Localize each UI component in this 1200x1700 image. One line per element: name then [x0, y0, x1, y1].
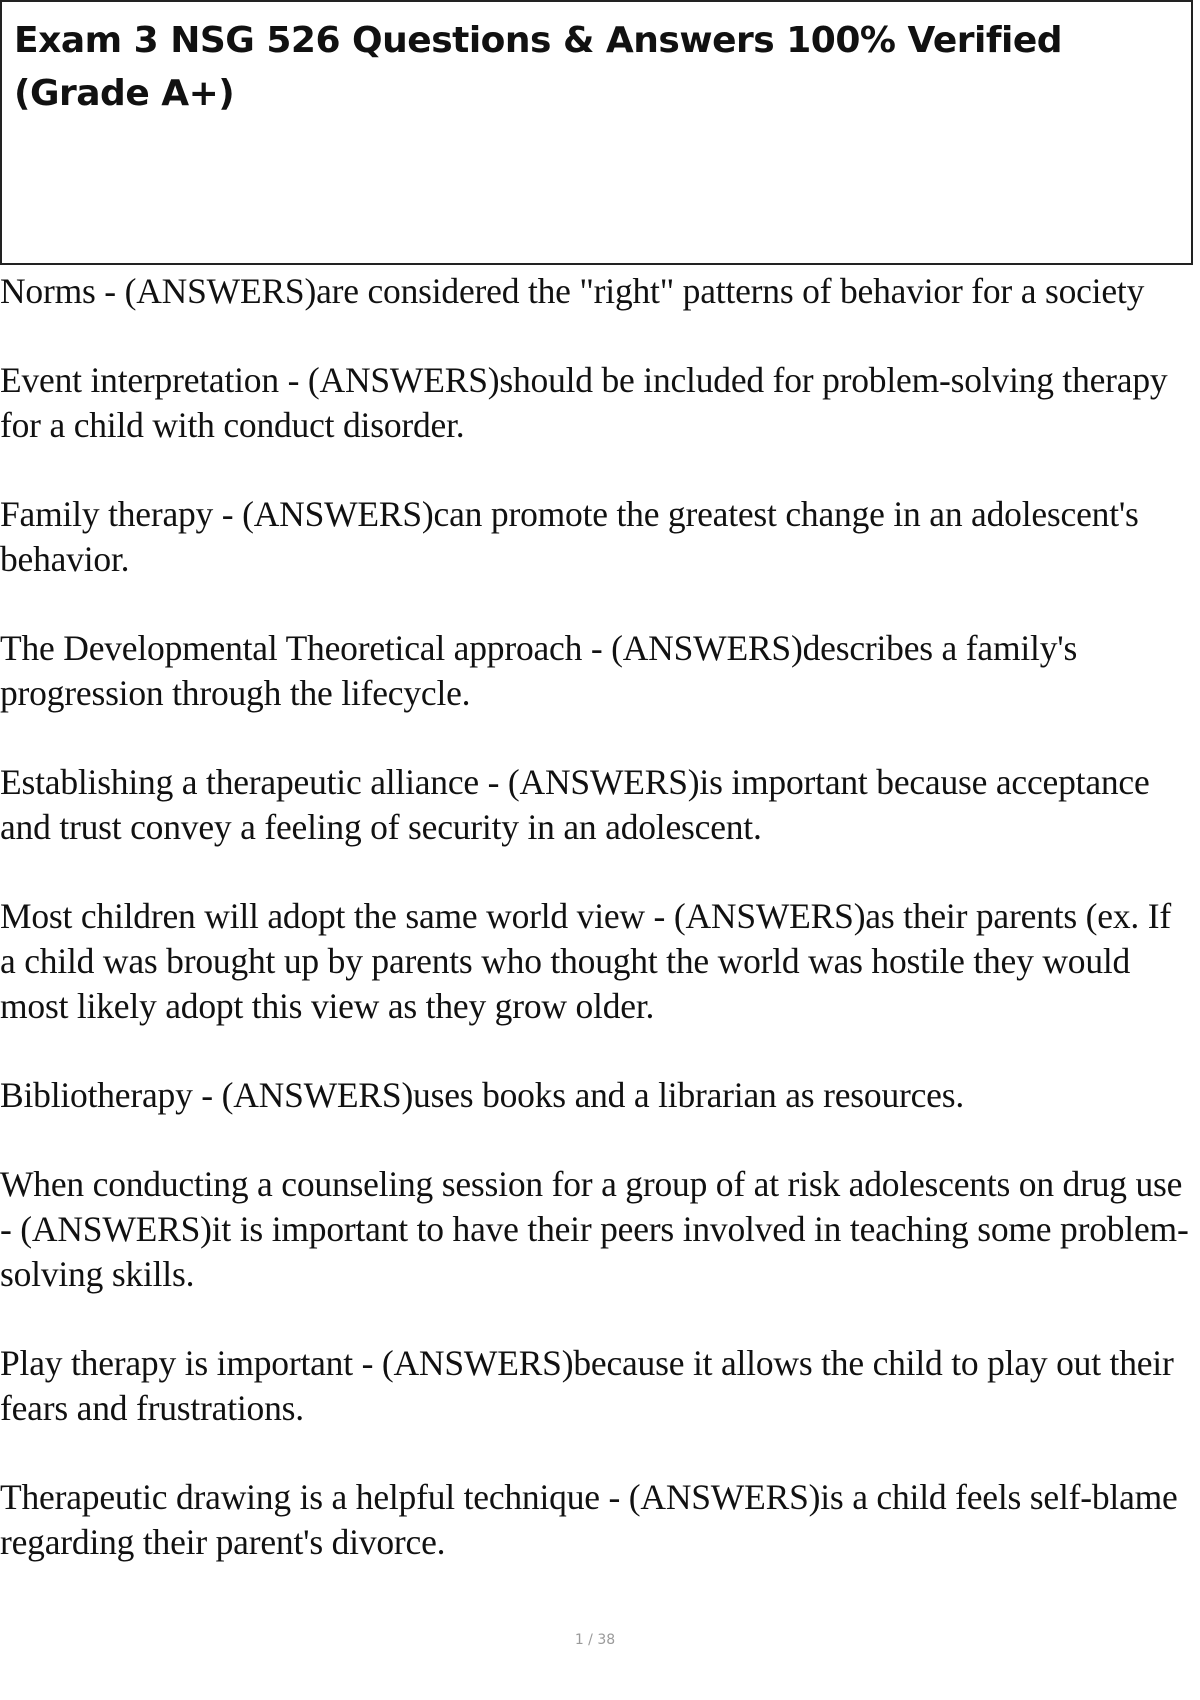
qa-list — [0, 269, 1195, 1609]
qa-item: The Developmental Theoretical approach - (ANSWERS)describes a family's progression through the lifecycle. — [0, 628, 1078, 713]
qa-item: Norms - (ANSWERS)are considered the "right" patterns of behavior for a society — [0, 271, 1145, 311]
qa-item: Most children will adopt the same world view - (ANSWERS)as their parents (ex. If a child was brought up by parents who thought the world was hostile they would most likely adopt this view as they grow older. — [0, 896, 1171, 1026]
qa-item: When conducting a counseling session for a group of at risk adolescents on drug use - (ANSWERS)it is important to have their peers involved in teaching some problem-solving skills. — [0, 1164, 1189, 1294]
qa-item: Family therapy - (ANSWERS)can promote the greatest change in an adolescent's behavior. — [0, 494, 1139, 579]
qa-item: Therapeutic drawing is a helpful technique - (ANSWERS)is a child feels self-blame regarding their parent's divorce. — [0, 1477, 1178, 1562]
page-indicator: 1 / 38 — [574, 1632, 616, 1648]
qa-item: Play therapy is important - (ANSWERS)because it allows the child to play out their fears and frustrations. — [0, 1343, 1174, 1428]
title-box — [0, 0, 1193, 265]
qa-item: Establishing a therapeutic alliance - (ANSWERS)is important because acceptance and trust convey a feeling of security in an adolescent. — [0, 762, 1150, 847]
document-title: Exam 3 NSG 526 Questions & Answers 100% Verified (Grade A+) — [14, 20, 1063, 114]
qa-item: Bibliotherapy - (ANSWERS)uses books and a librarian as resources. — [0, 1075, 965, 1115]
qa-item: Event interpretation - (ANSWERS)should be included for problem-solving therapy for a child with conduct disorder. — [0, 360, 1168, 445]
